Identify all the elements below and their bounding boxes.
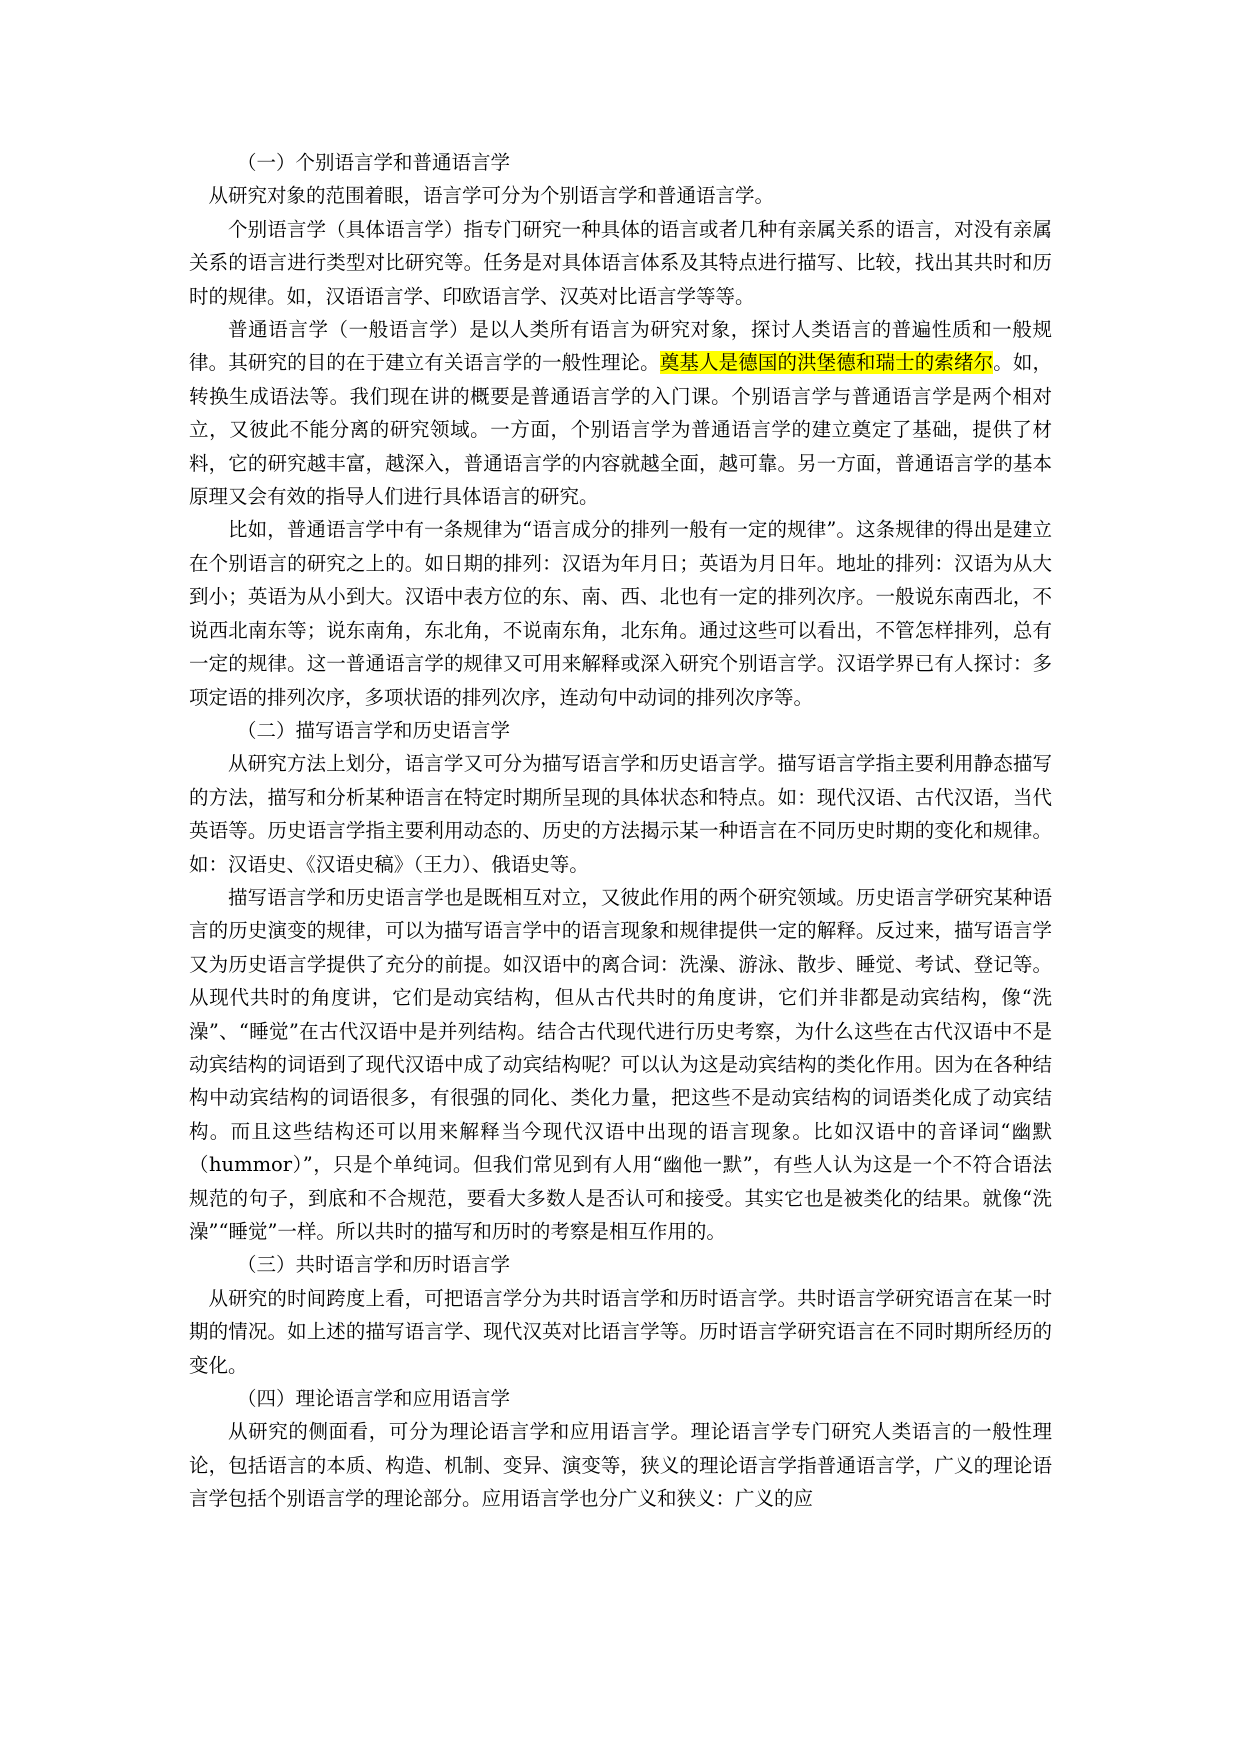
section-2-paragraph-1: 从研究方法上划分，语言学又可分为描写语言学和历史语言学。描写语言学指主要利用静态描写的方法，描写和分析某种语言在特定时期所呈现的具体状态和特点。如：现代汉语、古代汉语，当代英语等。历史语言学指主要利用动态的、历史的方法揭示某一种语言在不同历史时期的变化和规律。如：汉语史、《汉语史稿》（王力）、俄语史等。 [189, 752, 1052, 876]
section-1-heading: （一）个别语言学和普通语言学 [237, 151, 511, 174]
paragraph-3-text-before: 普通语言学（一般语言学）是以人类所有语言为研究对象，探讨人类语言的普遍性质和一般规律。其研究的目的在于建立有关语言学的一般性理论。 [189, 318, 1052, 375]
section-1-paragraph-2: 个别语言学（具体语言学）指专门研究一种具体的语言或者几种有亲属关系的语言，对没有亲属关系的语言进行类型对比研究等。任务是对具体语言体系及其特点进行描写、比较，找出其共时和历时的规律。如，汉语语言学、印欧语言学、汉英对比语言学等等。 [189, 217, 1052, 308]
section-3-heading: （三）共时语言学和历时语言学 [237, 1253, 511, 1277]
section-3-paragraph-1: 从研究的时间跨度上看，可把语言学分为共时语言学和历时语言学。共时语言学研究语言在某一时期的情况。如上述的描写语言学、现代汉英对比语言学等。历时语言学研究语言在不同时期所经历的变化。 [189, 1286, 1052, 1377]
section-1-paragraph-4: 比如，普通语言学中有一条规律为“语言成分的排列一般有一定的规律”。这条规律的得出是建立在个别语言的研究之上的。如日期的排列：汉语为年月日；英语为月日年。地址的排列：汉语为从大到小；英语为从小到大。汉语中表方位的东、南、西、北也有一定的排列次序。一般说东南西北，不说西北南东等；说东南角，东北角，不说南东角，北东角。通过这些可以看出，不管怎样排列，总有一定的规律。这一普通语言学的规律又可用来解释或深入研究个别语言学。汉语学界已有人探讨：多项定语的排列次序，多项状语的排列次序，连动句中动词的排列次序等。 [189, 518, 1052, 709]
section-4-heading: （四）理论语言学和应用语言学 [237, 1387, 511, 1411]
section-4-paragraph-1: 从研究的侧面看，可分为理论语言学和应用语言学。理论语言学专门研究人类语言的一般性理论，包括语言的本质、构造、机制、变异、演变等，狭义的理论语言学指普通语言学，广义的理论语言学包括个别语言学的理论部分。应用语言学也分广义和狭义：广义的应 [189, 1420, 1052, 1511]
document-page [189, 146, 1052, 1516]
highlighted-text: 奠基人是德国的洪堡德和瑞士的索绪尔 [659, 351, 994, 375]
section-2-heading: （二）描写语言学和历史语言学 [237, 718, 511, 742]
section-2-paragraph-2: 描写语言学和历史语言学也是既相互对立，又彼此作用的两个研究领域。历史语言学研究某种语言的历史演变的规律，可以为描写语言学中的语言现象和规律提供一定的解释。反过来，描写语言学又为历史语言学提供了充分的前提。如汉语中的离合词：洗澡、游泳、散步、睡觉、考试、登记等。从现代共时的角度讲，它们是动宾结构，但从古代共时的角度讲，它们并非都是动宾结构，像“洗澡”、“睡觉”在古代汉语中是并列结构。结合古代现代进行历史考察，为什么这些在古代汉语中不是动宾结构的词语到了现代汉语中成了动宾结构呢？可以认为这是动宾结构的类化作用。因为在各种结构中动宾结构的词语很多，有很强的同化、类化力量，把这些不是动宾结构的词语类化成了动宾结构。而且这些结构还可以用来解释当今现代汉语中出现的语言现象。比如汉语中的音译词“幽默（hummor）”，只是个单纯词。但我们常见到有人用“幽他一默”，有些人认为这是一个不符合语法规范的句子，到底和不合规范，要看大多数人是否认可和接受。其实它也是被类化的结果。就像“洗澡”“睡觉”一样。所以共时的描写和历时的考察是相互作用的。 [189, 885, 1052, 1243]
section-1-paragraph-1: 从研究对象的范围着眼，语言学可分为个别语言学和普通语言学。 [208, 184, 775, 208]
section-1-paragraph-3 [189, 313, 1052, 513]
paragraph-3-text-after: 。如，转换生成语法等。我们现在讲的概要是普通语言学的入门课。个别语言学与普通语言学是两个相对立，又彼此不能分离的研究领域。一方面，个别语言学为普通语言学的建立奠定了基础，提供了材料，它的研究越丰富，越深入，普通语言学的内容就越全面，越可靠。另一方面，普通语言学的基本原理又会有效的指导人们进行具体语言的研究。 [189, 351, 1052, 509]
